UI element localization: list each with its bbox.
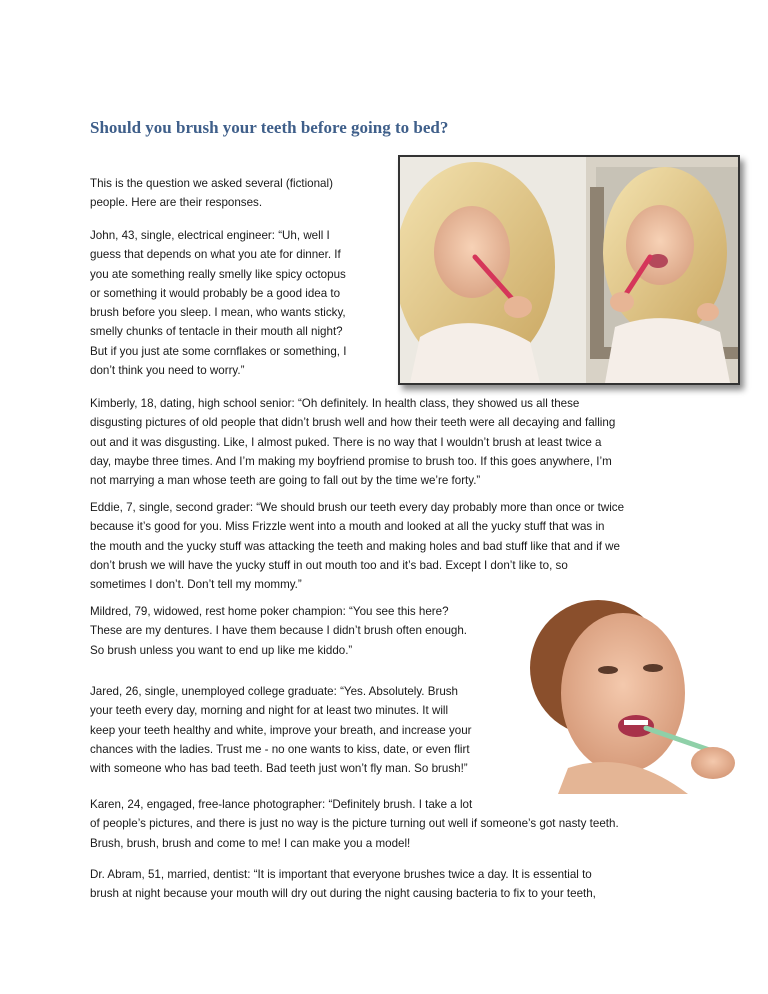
text-line: Jared, 26, single, unemployed college graduate: “Yes. Absolutely. Brush xyxy=(90,685,459,698)
kimberly-response xyxy=(90,394,615,490)
text-line: don’t brush we will have the yucky stuff in out mouth too and it’s bad. Except I don’t like to, so xyxy=(90,558,568,572)
text-line: This is the question we asked several (fictional) xyxy=(90,177,333,190)
john-response xyxy=(90,226,346,380)
girl-brushing-teeth-photo xyxy=(398,155,740,385)
text-line: brush before you sleep. I mean, who wants sticky, xyxy=(90,306,346,320)
intro-paragraph xyxy=(90,174,333,213)
dr-abram-response xyxy=(90,865,596,904)
text-line: Kimberly, 18, dating, high school senior: “Oh definitely. In health class, they showed us all these xyxy=(90,397,580,410)
text-line: guess that depends on what you ate for dinner. If xyxy=(90,248,341,262)
karen-response xyxy=(90,795,619,853)
text-line: Brush, brush, brush and come to me! I can make you a model! xyxy=(90,836,411,850)
text-line: brush at night because your mouth will dry out during the night causing bacteria to fix to your teeth, xyxy=(90,887,596,901)
text-line: Karen, 24, engaged, free-lance photographer: “Definitely brush. I take a lot xyxy=(90,798,473,811)
text-line: disgusting pictures of old people that didn’t brush well and how their teeth were all decaying and falling xyxy=(90,416,616,430)
page-title: Should you brush your teeth before going to bed? xyxy=(90,118,449,137)
text-line: people. Here are their responses. xyxy=(90,196,263,210)
text-line: the mouth and the yucky stuff was attacking the teeth and making holes and bad stuff like that and if we xyxy=(90,539,620,553)
text-line: with someone who has bad teeth. Bad teeth just won’t fly man. So brush!” xyxy=(90,762,468,776)
text-line: But if you just ate some cornflakes or something, I xyxy=(90,344,347,358)
text-line: Dr. Abram, 51, married, dentist: “It is important that everyone brushes twice a day. It is essential to xyxy=(90,868,592,881)
text-line: of people’s pictures, and there is just no way is the picture turning out well if someone’s got nasty teeth. xyxy=(90,817,619,831)
text-line: out and it was disgusting. Like, I almost puked. There is no way that I wouldn’t brush at least twice a xyxy=(90,435,602,449)
text-line: day, maybe three times. And I’m making my boyfriend promise to brush too. If this goes anywhere, I’m xyxy=(90,454,612,468)
eddie-response xyxy=(90,498,624,594)
text-line: Eddie, 7, single, second grader: “We should brush our teeth every day probably more than once or twice xyxy=(90,501,625,514)
text-line: not marrying a man whose teeth are going to fall out by the time we’re forty.” xyxy=(90,474,481,488)
text-line: or something it would probably be a good idea to xyxy=(90,286,341,300)
text-line: your teeth every day, morning and night for at least two minutes. It will xyxy=(90,704,449,718)
text-line: These are my dentures. I have them because I didn’t brush often enough. xyxy=(90,624,468,638)
jared-response xyxy=(90,682,472,778)
text-line: John, 43, single, electrical engineer: “Uh, well I xyxy=(90,229,330,242)
text-line: chances with the ladies. Trust me - no one wants to kiss, date, or even flirt xyxy=(90,742,470,756)
text-line: smelly chunks of tentacle in their mouth all night? xyxy=(90,325,343,339)
text-line: keep your teeth healthy and white, improve your breath, and increase your xyxy=(90,723,472,737)
text-line: sometimes I don’t. Don’t tell my mommy.” xyxy=(90,578,302,592)
woman-brushing-teeth-photo xyxy=(528,598,742,794)
text-line: Mildred, 79, widowed, rest home poker champion: “You see this here? xyxy=(90,605,449,618)
text-line: don’t think you need to worry.” xyxy=(90,364,245,378)
text-line: because it’s good for you. Miss Frizzle went into a mouth and looked at all the yucky stuff that was in xyxy=(90,520,605,534)
mildred-response xyxy=(90,602,467,660)
text-line: So brush unless you want to end up like me kiddo.” xyxy=(90,643,353,657)
text-line: you ate something really smelly like spicy octopus xyxy=(90,267,346,281)
